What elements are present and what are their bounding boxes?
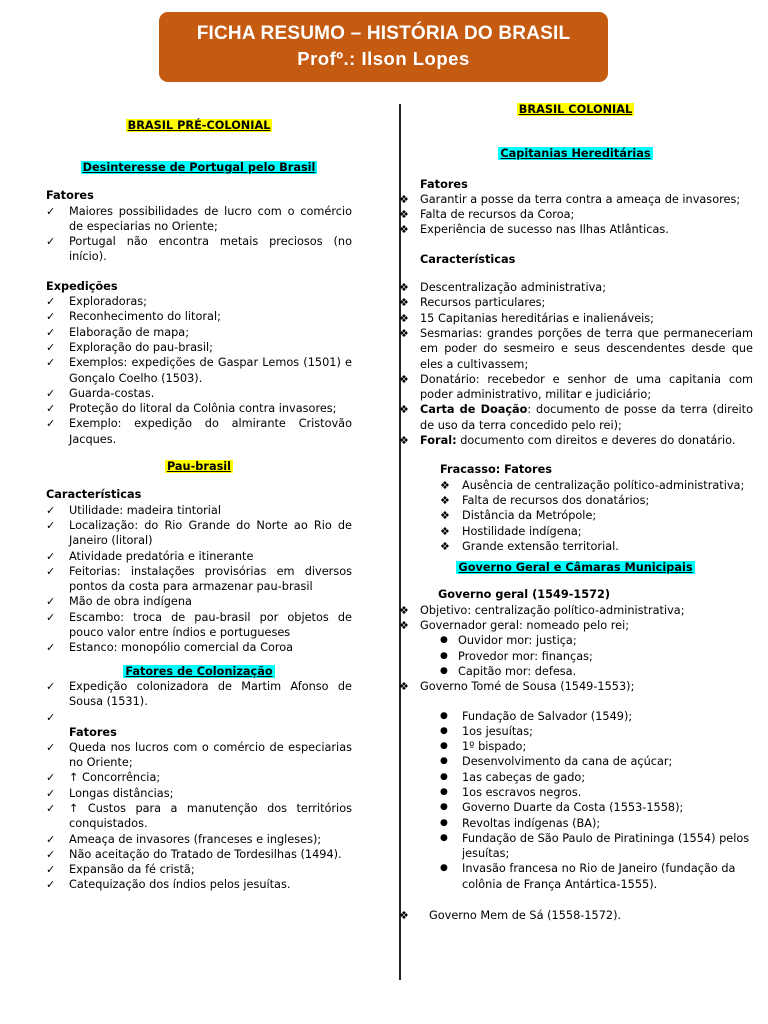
heading-capitanias: Capitanias Hereditárias xyxy=(500,147,651,161)
right-column xyxy=(398,102,753,923)
list-item: ✓ Expedição colonizadora de Martim Afonso de Sousa (1531). xyxy=(46,679,352,709)
heading-fatores-colonizacao: Fatores de Colonização xyxy=(125,664,273,678)
foral-text: documento com direitos e deveres do donatário. xyxy=(456,434,736,448)
list-item: ● Fundação de Salvador (1549); xyxy=(440,709,633,723)
diamond-bullet-icon: ❖ xyxy=(440,509,450,523)
left-column xyxy=(46,118,352,893)
list-item: ❖ Falta de recursos dos donatários; xyxy=(440,493,650,507)
list-item: ❖ Distância da Metrópole; xyxy=(440,509,597,523)
check-icon: ✓ xyxy=(46,564,56,578)
list-item: ● 1as cabeças de gado; xyxy=(440,770,586,784)
bullet-icon: ● xyxy=(440,832,448,843)
list-item: ✓ Exploração do pau-brasil; xyxy=(46,340,213,354)
check-icon: ✓ xyxy=(46,402,56,416)
carta-text: : documento de posse da terra (direito de uso da terra concedido pelo rei); xyxy=(420,403,753,432)
check-icon: ✓ xyxy=(46,235,56,249)
list-item: ✓ Catequização dos índios pelos jesuítas. xyxy=(46,878,291,892)
diamond-bullet-icon: ❖ xyxy=(399,223,409,237)
list-item: ● Capitão mor: defesa. xyxy=(440,664,577,678)
diamond-bullet-icon: ❖ xyxy=(399,326,409,340)
check-icon: ✓ xyxy=(46,518,56,532)
list-item: ❖ Garantir a posse da terra contra a ameaça de invasores; xyxy=(399,192,741,206)
diamond-bullet-icon: ❖ xyxy=(399,619,409,633)
bullet-icon: ● xyxy=(440,863,448,874)
check-icon: ✓ xyxy=(46,740,56,754)
list-item: ❖ Objetivo: centralização político-administrativa; xyxy=(399,603,685,617)
fatores-label: Fatores xyxy=(69,725,117,739)
check-icon: ✓ xyxy=(46,641,56,655)
check-icon: ✓ xyxy=(46,595,56,609)
diamond-bullet-icon: ❖ xyxy=(399,434,409,448)
list-item: ❖ Donatário: recebedor e senhor de uma capitania com poder administrativo, militar e judiciário; xyxy=(399,372,753,402)
check-icon: ✓ xyxy=(46,295,56,309)
foral-label: Foral: xyxy=(420,434,457,448)
diamond-bullet-icon: ❖ xyxy=(399,311,409,325)
list-item: ● Revoltas indígenas (BA); xyxy=(440,816,601,830)
list-item: ● Invasão francesa no Rio de Janeiro (fundação da colônia de França Antártica-1555). xyxy=(440,862,736,891)
list-item: ❖ 15 Capitanias hereditárias e inalienáveis; xyxy=(399,311,654,325)
list-item: ✓ Exemplos: expedições de Gaspar Lemos (1501) e Gonçalo Coelho (1503). xyxy=(46,356,352,385)
list-item xyxy=(46,710,352,725)
heading-pau-brasil: Pau-brasil xyxy=(166,460,232,474)
diamond-bullet-icon: ❖ xyxy=(399,403,409,417)
bullet-icon: ● xyxy=(440,756,448,767)
page-subtitle: Profº.: Ilson Lopes xyxy=(297,48,470,69)
bullet-icon: ● xyxy=(440,725,448,736)
list-item: ✓ Mão de obra indígena xyxy=(46,595,192,609)
bullet-icon: ● xyxy=(440,802,448,813)
check-icon: ✓ xyxy=(46,710,56,724)
fracasso-label: Fracasso: Fatores xyxy=(440,463,552,477)
list-item: ❖ Hostilidade indígena; xyxy=(440,524,582,538)
caracteristicas-label: Características xyxy=(46,488,142,502)
list-item: ❖ Recursos particulares; xyxy=(399,296,546,310)
check-icon: ✓ xyxy=(46,878,56,892)
list-item: ✓ Não aceitação do Tratado de Tordesilhas (1494). xyxy=(46,847,342,861)
diamond-bullet-icon: ❖ xyxy=(399,603,409,617)
diamond-bullet-icon: ❖ xyxy=(399,208,409,222)
list-item: ❖ Ausência de centralização político-administrativa; xyxy=(440,478,745,492)
list-item: ✓ Ameaça de invasores (franceses e ingleses); xyxy=(46,832,322,846)
list-item: ✓ Utilidade: madeira tintorial xyxy=(46,503,221,517)
list-item: ✓ Expansão da fé cristã; xyxy=(46,863,195,877)
list-item: ✓ ↑ Custos para a manutenção dos territórios conquistados. xyxy=(46,801,352,831)
list-item: ✓ Escambo: troca de pau-brasil por objetos de pouco valor entre índios e portugueses xyxy=(46,610,352,640)
check-icon: ✓ xyxy=(46,610,56,624)
list-item: ✓ ↑ Concorrência; xyxy=(46,771,161,785)
check-icon: ✓ xyxy=(46,340,56,354)
list-item: ❖ Grande extensão territorial. xyxy=(440,539,619,553)
carta-label: Carta de Doação xyxy=(420,403,528,417)
check-icon: ✓ xyxy=(46,325,56,339)
list-item: ❖ Descentralização administrativa; xyxy=(399,281,607,295)
list-item: ❖ Sesmarias: grandes porções de terra que permaneceriam em poder do sesmeiro e seus descendentes desde que eles a cultivassem; xyxy=(399,326,753,371)
list-item: ✓ Feitorias: instalações provisórias em diversos pontos da costa para armazenar pau-brasil xyxy=(46,564,352,594)
list-item: ● 1os escravos negros. xyxy=(440,785,582,799)
diamond-bullet-icon: ❖ xyxy=(399,372,409,386)
list-item: ✓ Portugal não encontra metais preciosos (no início). xyxy=(46,235,352,264)
list-item: ✓ Localização: do Rio Grande do Norte ao Rio de Janeiro (litoral) xyxy=(46,518,352,548)
list-item: ● Ouvidor mor: justiça; xyxy=(440,634,577,648)
governo-geral-subtitle: Governo geral (1549-1572) xyxy=(438,588,611,602)
page-title: FICHA RESUMO – HISTÓRIA DO BRASIL xyxy=(196,23,571,44)
list-item: ✓ Guarda-costas. xyxy=(46,386,155,400)
check-icon: ✓ xyxy=(46,356,56,370)
check-icon: ✓ xyxy=(46,417,56,431)
list-item: ✓ Proteção do litoral da Colônia contra invasores; xyxy=(46,402,337,416)
list-item: ● 1os jesuítas; xyxy=(440,724,533,738)
check-icon: ✓ xyxy=(46,386,56,400)
diamond-bullet-icon: ❖ xyxy=(440,478,450,492)
bullet-icon: ● xyxy=(440,786,448,797)
list-item: ❖ Governo Tomé de Sousa (1549-1553); xyxy=(399,680,635,694)
diamond-bullet-icon: ❖ xyxy=(399,680,409,694)
check-icon: ✓ xyxy=(46,847,56,861)
list-item: ● Fundação de São Paulo de Piratininga (1554) pelos jesuítas; xyxy=(440,831,750,861)
list-item: ❖ Falta de recursos da Coroa; xyxy=(399,208,575,222)
list-item: ● Governo Duarte da Costa (1553-1558); xyxy=(440,801,684,815)
list-item: ✓ Longas distâncias; xyxy=(46,786,174,800)
title-banner xyxy=(159,12,608,82)
list-item xyxy=(398,433,753,448)
diamond-bullet-icon: ❖ xyxy=(440,493,450,507)
list-item: ✓ Exploradoras; xyxy=(46,295,147,309)
list-item: ❖ Experiência de sucesso nas Ilhas Atlânticas. xyxy=(399,223,669,237)
check-icon: ✓ xyxy=(46,503,56,517)
diamond-bullet-icon: ❖ xyxy=(399,281,409,295)
fatores-label: Fatores xyxy=(420,177,468,191)
bullet-icon: ● xyxy=(440,635,448,646)
list-item: ✓ Queda nos lucros com o comércio de especiarias no Oriente; xyxy=(46,740,352,770)
bullet-icon: ● xyxy=(440,650,448,661)
list-item: ✓ Elaboração de mapa; xyxy=(46,325,190,339)
section-title-colonial: BRASIL COLONIAL xyxy=(518,103,633,116)
bullet-icon: ● xyxy=(440,710,448,721)
check-icon: ✓ xyxy=(46,786,56,800)
list-item: ✓ Reconhecimento do litoral; xyxy=(46,310,221,324)
diamond-bullet-icon: ❖ xyxy=(440,524,450,538)
check-icon: ✓ xyxy=(46,310,56,324)
diamond-bullet-icon: ❖ xyxy=(399,192,409,206)
list-item: ● Desenvolvimento da cana de açúcar; xyxy=(440,755,673,769)
check-icon: ✓ xyxy=(46,204,56,218)
fatores-label: Fatores xyxy=(46,189,94,203)
expedicoes-label: Expedições xyxy=(46,279,118,293)
list-item: ✓ Estanco: monopólio comercial da Coroa xyxy=(46,641,294,655)
list-item xyxy=(398,402,753,433)
list-item: ✓ Exemplo: expedição do almirante Cristovão Jacques. xyxy=(46,417,352,446)
section-title-pre-colonial: BRASIL PRÉ-COLONIAL xyxy=(127,119,271,132)
bullet-icon: ● xyxy=(440,817,448,828)
list-item: ❖ Governador geral: nomeado pelo rei; xyxy=(399,619,630,633)
list-item: ❖ Governo Mem de Sá (1558-1572). xyxy=(399,909,622,923)
check-icon: ✓ xyxy=(46,832,56,846)
list-item: ● 1º bispado; xyxy=(440,740,527,754)
heading-desinteresse: Desinteresse de Portugal pelo Brasil xyxy=(82,161,316,174)
bullet-icon: ● xyxy=(440,771,448,782)
check-icon: ✓ xyxy=(46,549,56,563)
diamond-bullet-icon: ❖ xyxy=(399,296,409,310)
diamond-bullet-icon: ❖ xyxy=(440,539,450,553)
bullet-icon: ● xyxy=(440,665,448,676)
check-icon: ✓ xyxy=(46,863,56,877)
bullet-icon: ● xyxy=(440,741,448,752)
check-icon: ✓ xyxy=(46,771,56,785)
caracteristicas-label: Características xyxy=(420,252,516,266)
check-icon: ✓ xyxy=(46,679,56,693)
list-item: ● Provedor mor: finanças; xyxy=(440,649,593,663)
list-item: ✓ Maiores possibilidades de lucro com o comércio de especiarias no Oriente; xyxy=(46,204,352,233)
heading-governo-geral: Governo Geral e Câmaras Municipais xyxy=(458,561,693,575)
diamond-bullet-icon: ❖ xyxy=(399,909,409,923)
check-icon: ✓ xyxy=(46,801,56,815)
list-item: ✓ Atividade predatória e itinerante xyxy=(46,549,254,563)
